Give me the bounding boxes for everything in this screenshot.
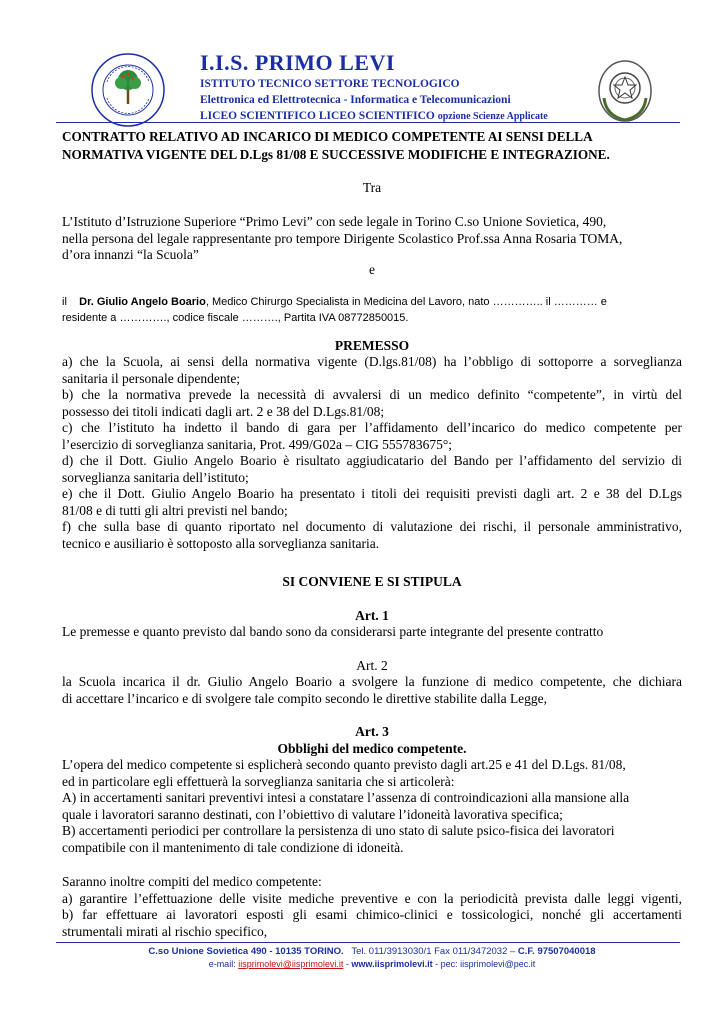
school-logo-icon bbox=[90, 52, 166, 128]
art3-line: L’opera del medico competente si esplicherà secondo quanto previsto dagli art.25 e 41 del D.Lgs. 81/08, bbox=[62, 757, 626, 772]
footer-contacts-line bbox=[62, 959, 682, 969]
premesso-line: tecnico e ausiliario è sottoposto alla sorveglianza sanitaria. bbox=[62, 535, 380, 551]
premesso-line: l’esercizio di sorveglianza sanitaria, Prot. 499/G02a – CIG 555783675°; bbox=[62, 436, 453, 452]
tra-label: Tra bbox=[362, 180, 382, 195]
school-line-2: Elettronica ed Elettrotecnica - Informatica e Telecomunicazioni bbox=[200, 94, 511, 106]
art1-text bbox=[62, 624, 682, 641]
party-doctor-prefix: il bbox=[62, 296, 67, 308]
party-doctor-line-1 bbox=[62, 294, 682, 310]
premesso-line: sanitaria il personale dipendente; bbox=[62, 370, 241, 386]
premesso-line: a) che la Scuola, ai sensi della normativa vigente (D.lgs.81/08) ha l’obbligo di sottoporre a sorveglianza bbox=[62, 354, 682, 369]
premesso-line: f) che sulla base di quanto riportato nel documento di valutazione dei rischi, il personale amministrativo, bbox=[62, 519, 682, 534]
school-line-3-small: opzione Scienze Applicate bbox=[437, 111, 548, 122]
art2-line: la Scuola incarica il dr. Giulio Angelo Boario a svolgere la funzione di medico competente, che dichiara bbox=[62, 674, 682, 689]
footer-separator: - bbox=[435, 959, 439, 969]
art2-text bbox=[62, 674, 682, 707]
footer-phones: Tel. 011/3913030/1 Fax 011/3472032 – bbox=[351, 946, 516, 957]
art3-line: Saranno inoltre compiti del medico competente: bbox=[62, 874, 322, 889]
footer-cf: C.F. 97507040018 bbox=[517, 946, 596, 957]
footer-address-line bbox=[62, 946, 682, 957]
e-label: e bbox=[369, 262, 375, 277]
premesso-line: 81/08 e di tutti gli altri previsti nel bando; bbox=[62, 502, 288, 518]
footer-rule bbox=[56, 942, 680, 943]
premesso-line: possesso dei titoli indicati dagli art. 2 e 38 del D.Lgs.81/08; bbox=[62, 403, 385, 419]
footer-pec: pec: iisprimolevi@pec.it bbox=[440, 959, 536, 969]
premesso-line: d) che il Dott. Giulio Angelo Boario è risultato aggiudicatario del Bando per l’affidamento del servizio di bbox=[62, 453, 682, 468]
premesso-list bbox=[62, 354, 682, 552]
party-doctor-line-2: residente a …………., codice fiscale ………., Partita IVA 08772850015. bbox=[62, 312, 409, 324]
header-rule bbox=[56, 122, 680, 123]
art3-line: B) accertamenti periodici per controllare la persistenza di uno stato di salute psico-fisica dei lavoratori bbox=[62, 823, 615, 838]
footer-address: C.so Unione Sovietica 490 - 10135 TORINO. bbox=[148, 946, 344, 957]
art1-line: Le premesse e quanto previsto dal bando sono da considerarsi parte integrante del presente contratto bbox=[62, 624, 604, 639]
document-title-line: CONTRATTO RELATIVO AD INCARICO DI MEDICO COMPETENTE AI SENSI DELLA bbox=[62, 129, 593, 144]
art3-line: strumentali mirati al rischio specifico, bbox=[62, 923, 268, 939]
party-school-line: nella persona del legale rappresentante pro tempore Dirigente Scolastico Prof.ssa Anna Rosaria TOMA, bbox=[62, 230, 623, 246]
document-title-line: NORMATIVA VIGENTE DEL D.Lgs 81/08 E SUCCESSIVE MODIFICHE E INTEGRAZIONE. bbox=[62, 147, 610, 162]
art2-line: di accettare l’incarico e di svolgere tale compito secondo le direttive stabilite dalla Legge, bbox=[62, 690, 548, 706]
party-doctor bbox=[62, 294, 682, 326]
stipula-heading: SI CONVIENE E SI STIPULA bbox=[282, 574, 462, 589]
party-school bbox=[62, 214, 682, 264]
footer-email-link[interactable]: iisprimolevi@iisprimolevi.it bbox=[238, 959, 344, 969]
footer-email-label: e-mail: bbox=[208, 959, 236, 969]
school-line-1: ISTITUTO TECNICO SETTORE TECNOLOGICO bbox=[200, 78, 460, 90]
premesso-heading: PREMESSO bbox=[334, 338, 410, 353]
art3-line: ed in particolare egli effettuerà la sorveglianza sanitaria che si articolerà: bbox=[62, 773, 455, 789]
document-title bbox=[62, 128, 682, 164]
premesso-line: sorveglianza sanitaria dell’istituto; bbox=[62, 469, 249, 485]
footer-website[interactable]: www.iisprimolevi.it bbox=[351, 959, 433, 969]
party-school-line: d’ora innanzi “la Scuola” bbox=[62, 247, 199, 262]
art2-heading: Art. 2 bbox=[356, 658, 388, 673]
school-line-3-main: LICEO SCIENTIFICO LICEO SCIENTIFICO bbox=[200, 110, 435, 122]
art3-line: A) in accertamenti sanitari preventivi intesi a constatare l’assenza di controindicazioni alla mansione alla bbox=[62, 790, 630, 805]
doctor-name: Dr. Giulio Angelo Boario bbox=[79, 296, 206, 308]
art3-line: b) far effettuare ai lavoratori esposti gli esami chimico-clinici e tossicologici, nonché gli accertamenti bbox=[62, 907, 682, 922]
party-doctor-details: , Medico Chirurgo Specialista in Medicina del Lavoro, nato ………….. il ………… e bbox=[205, 296, 607, 308]
art3-heading: Art. 3 bbox=[355, 724, 389, 739]
footer-separator: - bbox=[345, 959, 349, 969]
art3-text bbox=[62, 757, 682, 856]
art3-line: a) garantire l’effettuazione delle visite mediche preventive e con la periodicità prevista dalle leggi vigenti, bbox=[62, 890, 682, 906]
premesso-line: e) che il Dott. Giulio Angelo Boario ha presentato i titoli dei requisiti previsti dagli art. 2 e 38 del D.Lgs bbox=[62, 486, 682, 501]
party-school-line: L’Istituto d’Istruzione Superiore “Primo Levi” con sede legale in Torino C.so Unione Sovietica, 490, bbox=[62, 214, 607, 229]
art3-line: quale i lavoratori saranno destinati, con l’obiettivo di valutare l’idoneità lavorativa specifica; bbox=[62, 806, 563, 822]
art1-heading: Art. 1 bbox=[355, 608, 389, 623]
art3-line: compatibile con il mantenimento di tale condizione di idoneità. bbox=[62, 839, 404, 855]
school-title: I.I.S. PRIMO LEVI bbox=[200, 50, 395, 75]
italian-republic-emblem-icon bbox=[596, 58, 654, 124]
school-header bbox=[200, 50, 600, 125]
art3-subheading: Obblighi del medico competente. bbox=[277, 741, 467, 756]
art3-text-2 bbox=[62, 874, 682, 940]
premesso-line: b) che la normativa prevede la necessità di avvalersi di un medico definito “competente”, in virtù del bbox=[62, 387, 682, 402]
premesso-line: c) che l’istituto ha indetto il bando di gara per l’affidamento dell’incarico do medico competente per bbox=[62, 420, 682, 435]
